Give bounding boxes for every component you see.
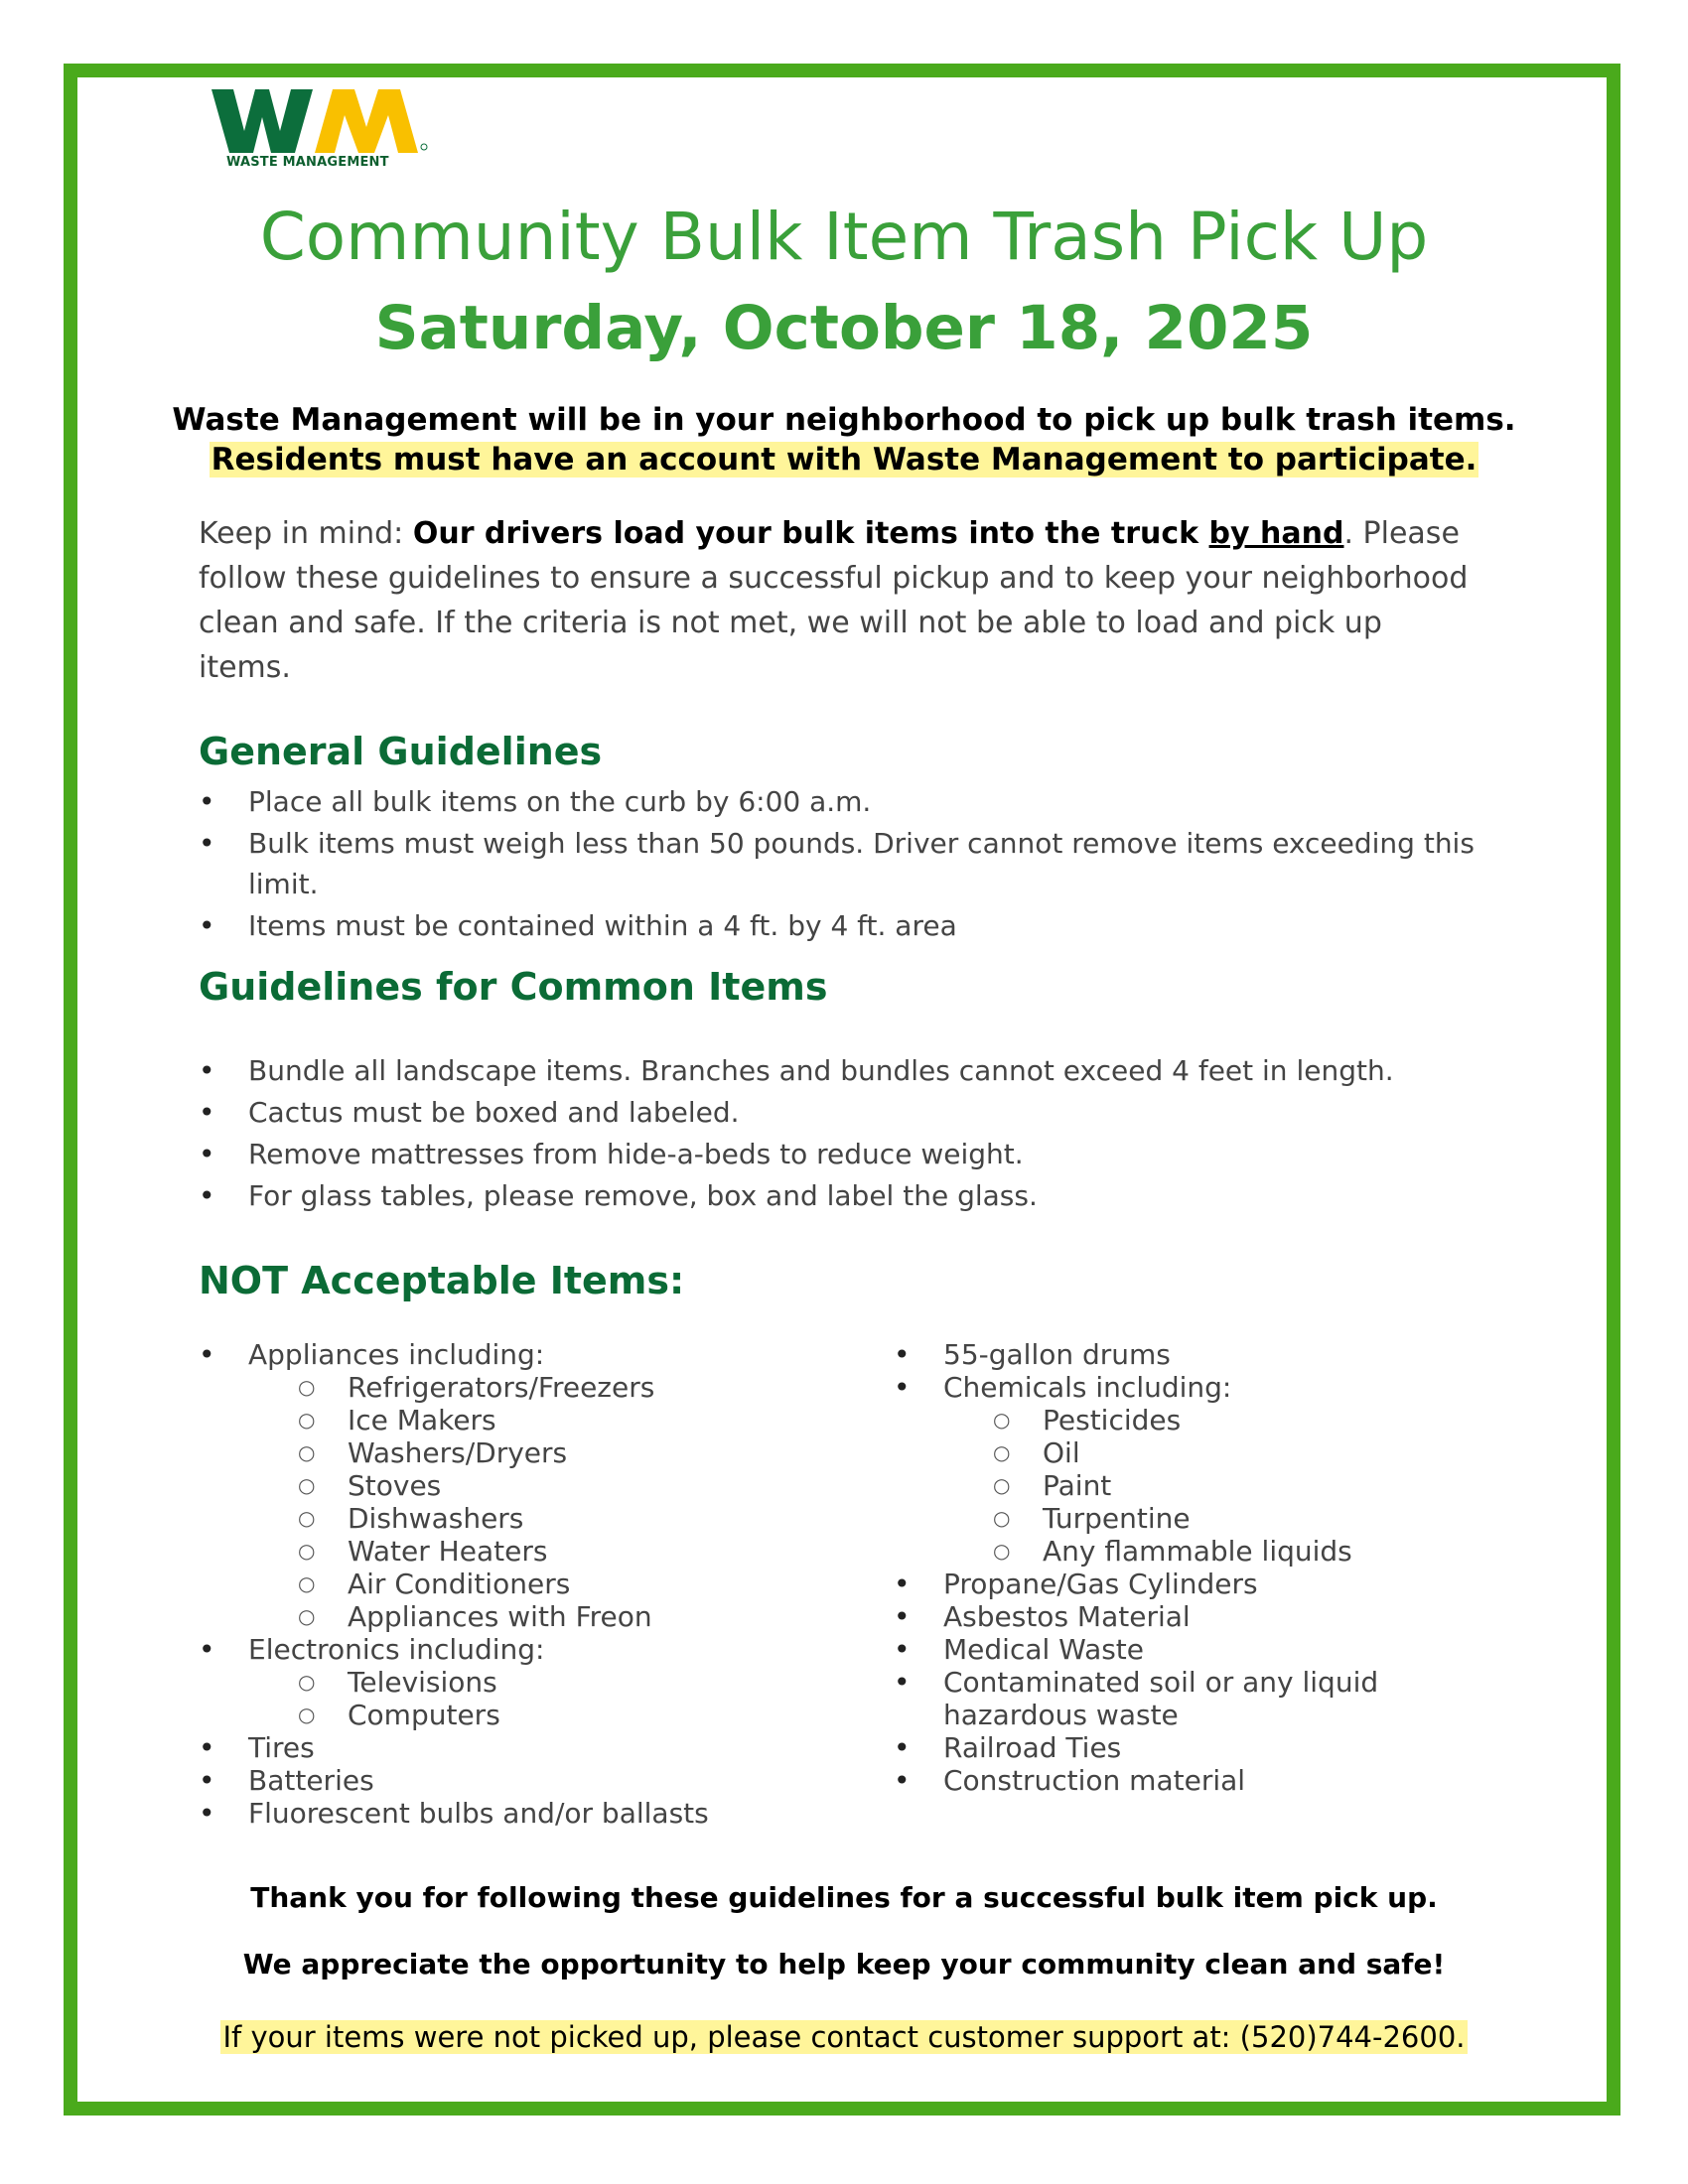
list-item: • Cactus must be boxed and labeled. [199, 1092, 1489, 1134]
sub-list-item: ○ Washers/Dryers [199, 1436, 854, 1469]
keep-underline: by hand [1208, 516, 1344, 551]
sub-list-item: ○ Computers [199, 1699, 854, 1731]
sub-list-item: ○ Refrigerators/Freezers [199, 1371, 854, 1404]
list-item: • Bundle all landscape items. Branches and bundles cannot exceed 4 feet in length. [199, 1050, 1489, 1092]
list-item: • Batteries [199, 1764, 854, 1797]
sub-list-item: ○ Stoves [199, 1469, 854, 1502]
intro-highlight: Residents must have an account with Waste Management to participate. [211, 442, 1477, 478]
contact-highlight: If your items were not picked up, please contact customer support at: (520)744-2600. [222, 2020, 1466, 2054]
intro-line-1: Waste Management will be in your neighborhood to pick up bulk trash items. [172, 402, 1516, 438]
list-item: • Propane/Gas Cylinders [894, 1568, 1430, 1600]
list-item: • Remove mattresses from hide-a-beds to reduce weight. [199, 1134, 1489, 1175]
sub-list-item: ○ Televisions [199, 1666, 854, 1699]
not-acceptable-heading: NOT Acceptable Items: [199, 1259, 685, 1302]
sub-list-item: ○ Turpentine [894, 1502, 1430, 1535]
sub-list-item: ○ Water Heaters [199, 1535, 854, 1568]
keep-rest: . Please follow these guidelines to ensure a successful pickup and to keep your neighborhood clean and safe. If the criteria is not met, we will not be able to load and pick up items. [199, 516, 1469, 685]
sub-list-item: ○ Dishwashers [199, 1502, 854, 1535]
list-item: • Items must be contained within a 4 ft. by 4 ft. area [199, 905, 1489, 946]
not-acceptable-left-list [199, 1338, 854, 1830]
thanks-line-1: Thank you for following these guidelines for a successful bulk item pick up. [250, 1881, 1438, 1914]
common-items-heading: Guidelines for Common Items [199, 965, 828, 1009]
page-title: Community Bulk Item Trash Pick Up [259, 199, 1429, 275]
thanks-line-2: We appreciate the opportunity to help keep your community clean and safe! [242, 1948, 1446, 1980]
list-item: • Appliances including: [199, 1338, 854, 1371]
sub-list-item: ○ Air Conditioners [199, 1568, 854, 1600]
list-item: • Place all bulk items on the curb by 6:00 a.m. [199, 781, 1489, 822]
list-item: • Railroad Ties [894, 1731, 1430, 1764]
list-item: • Chemicals including: [894, 1371, 1430, 1404]
common-items-list [199, 1050, 1489, 1217]
intro-line-2 [0, 442, 1688, 478]
keep-in-mind-paragraph [199, 511, 1479, 690]
list-item: • Fluorescent bulbs and/or ballasts [199, 1797, 854, 1830]
list-item: • Medical Waste [894, 1633, 1430, 1666]
list-item: • Electronics including: [199, 1633, 854, 1666]
list-item: • Asbestos Material [894, 1600, 1430, 1633]
list-item: • Contaminated soil or any liquid hazardous waste [894, 1666, 1430, 1731]
list-item: • 55-gallon drums [894, 1338, 1430, 1371]
event-date: Saturday, October 18, 2025 [374, 293, 1314, 363]
sub-list-item: ○ Ice Makers [199, 1404, 854, 1436]
contact-line [0, 2020, 1688, 2054]
keep-lead: Keep in mind: [199, 516, 413, 551]
keep-bold: Our drivers load your bulk items into the truck [412, 516, 1209, 551]
general-guidelines-heading: General Guidelines [199, 730, 603, 773]
sub-list-item: ○ Pesticides [894, 1404, 1430, 1436]
list-item: • Tires [199, 1731, 854, 1764]
sub-list-item: ○ Any flammable liquids [894, 1535, 1430, 1568]
not-acceptable-right-list [894, 1338, 1430, 1797]
sub-list-item: ○ Oil [894, 1436, 1430, 1469]
logo-wordmark: WASTE MANAGEMENT [226, 155, 389, 170]
list-item: • Construction material [894, 1764, 1430, 1797]
list-item: • For glass tables, please remove, box and label the glass. [199, 1175, 1489, 1217]
sub-list-item: ○ Appliances with Freon [199, 1600, 854, 1633]
general-guidelines-list [199, 781, 1489, 947]
sub-list-item: ○ Paint [894, 1469, 1430, 1502]
list-item: • Bulk items must weigh less than 50 pounds. Driver cannot remove items exceeding this limit. [199, 823, 1489, 904]
